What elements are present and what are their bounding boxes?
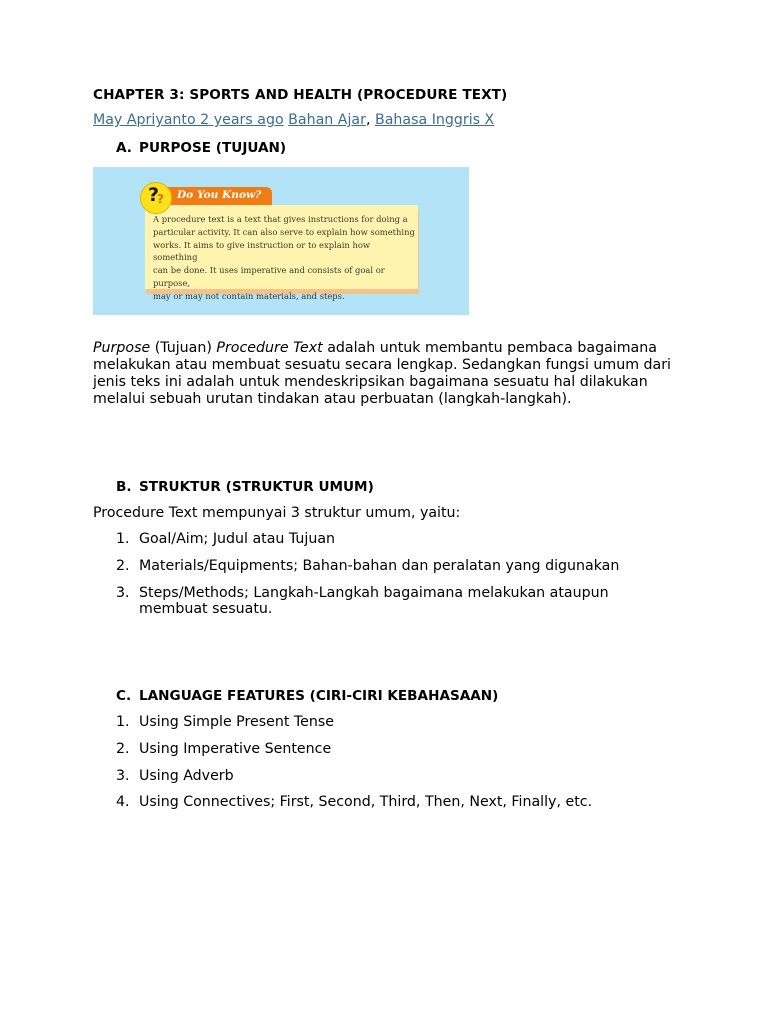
list-number: 1. [116, 714, 130, 730]
info-card [145, 205, 418, 301]
list-text: Steps/Methods; Langkah-Langkah bagaimana melakukan ataupun [139, 585, 609, 601]
list-number: 1. [116, 531, 130, 547]
structure-intro: Procedure Text mempunyai 3 struktur umum, yaitu: [93, 505, 461, 521]
purpose-body: adalah untuk membantu pembaca bagaimana melakukan atau membuat sesuatu secara lengkap. Sedangkan fungsi umum dari jenis teks ini adalah untuk mendeskripsikan bagaimana sesuatu hal dilakukan melalui sebuah urutan tindakan atau perbuatan (langkah-langkah). [93, 340, 672, 407]
do-you-know-figure [93, 167, 469, 315]
info-line: works. It aims to give instruction or to explain how something [153, 239, 371, 263]
page-title: CHAPTER 3: SPORTS AND HEALTH (PROCEDURE TEXT) [93, 87, 508, 103]
info-line: A procedure text is a text that gives instructions for doing a [153, 214, 408, 224]
list-text: Using Adverb [139, 768, 234, 784]
info-card-text [153, 213, 415, 303]
section-b-letter: B. [116, 479, 132, 495]
question-marks-icon: ? ? [140, 182, 172, 214]
do-you-know-tab [161, 187, 272, 205]
purpose-translation: (Tujuan) [150, 340, 217, 356]
category-separator: , [365, 112, 371, 128]
info-line: particular activity. It can also serve to explain how something [153, 226, 415, 237]
list-text: Using Connectives; First, Second, Third, Then, Next, Finally, etc. [139, 794, 593, 810]
section-a-letter: A. [116, 140, 132, 156]
info-line: may or may not contain materials, and steps. [153, 290, 345, 301]
do-you-know-label: Do You Know? [177, 189, 262, 201]
list-number: 3. [116, 585, 130, 601]
purpose-paragraph [93, 340, 683, 408]
author-link[interactable]: May Apriyanto 2 years ago [93, 112, 284, 128]
info-line: can be done. It uses imperative and consists of goal or purpose, [153, 265, 385, 288]
list-text: Using Imperative Sentence [139, 741, 332, 757]
list-number: 2. [116, 558, 130, 574]
list-number: 3. [116, 768, 130, 784]
list-text: Using Simple Present Tense [139, 714, 335, 730]
category-link-bahan-ajar[interactable]: Bahan Ajar [288, 112, 366, 128]
list-number: 2. [116, 741, 130, 757]
section-c-letter: C. [116, 688, 132, 704]
post-meta [93, 112, 494, 128]
list-text-continued: membuat sesuatu. [139, 601, 273, 617]
list-text: Goal/Aim; Judul atau Tujuan [139, 531, 336, 547]
list-number: 4. [116, 794, 130, 810]
category-link-bahasa-inggris[interactable]: Bahasa Inggris X [374, 112, 495, 128]
list-text: Materials/Equipments; Bahan-bahan dan peralatan yang digunakan [139, 558, 620, 574]
section-c-title: LANGUAGE FEATURES (CIRI-CIRI KEBAHASAAN) [139, 688, 499, 704]
section-a-title: PURPOSE (TUJUAN) [139, 140, 287, 156]
purpose-term: Purpose [93, 340, 151, 356]
section-b-title: STRUKTUR (STRUKTUR UMUM) [139, 479, 374, 495]
procedure-text-term: Procedure Text [216, 340, 323, 356]
